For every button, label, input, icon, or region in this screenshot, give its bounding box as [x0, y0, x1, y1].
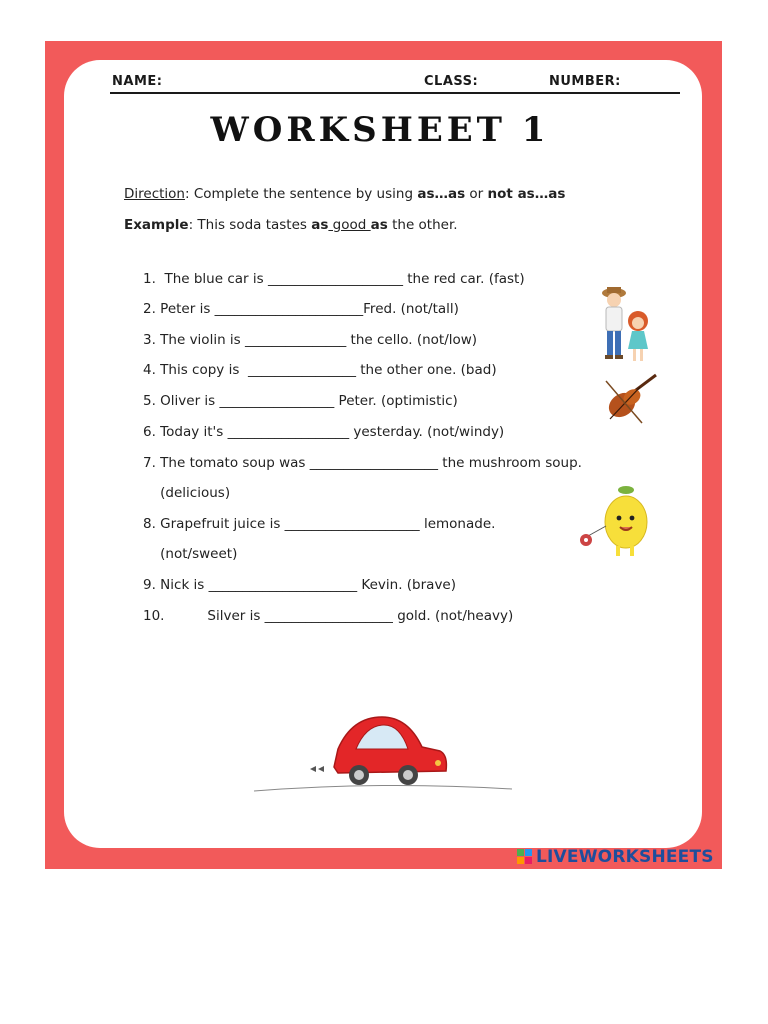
question-5: 5. Oliver is _________________ Peter. (optimistic) — [143, 393, 458, 409]
name-label: NAME: — [112, 74, 163, 89]
question-8: 8. Grapefruit juice is ____________________ lemonade. — [143, 516, 496, 532]
violin-illustration — [602, 373, 658, 425]
lemon-yoyo-illustration — [574, 486, 658, 560]
question-7-hint: (delicious) — [143, 485, 231, 501]
example-as-1: as — [311, 217, 329, 233]
example-line — [124, 217, 458, 233]
example-text-end: the other. — [387, 217, 458, 233]
question-1: 1. The blue car is ____________________ the red car. (fast) — [143, 271, 525, 287]
red-car-illustration — [252, 713, 514, 795]
direction-as: as…as — [417, 186, 466, 202]
direction-label: Direction — [124, 186, 185, 202]
worksheet-title: WORKSHEET 1 — [210, 110, 550, 150]
class-label: CLASS: — [424, 74, 479, 89]
kids-illustration — [596, 285, 658, 369]
question-4: 4. This copy is ________________ the other one. (bad) — [143, 362, 497, 378]
direction-or: or — [465, 186, 488, 202]
question-2: 2. Peter is ______________________Fred. (not/tall) — [143, 301, 459, 317]
liveworksheets-logo — [517, 849, 533, 865]
example-answer: good — [328, 217, 371, 233]
question-10: 10. Silver is ___________________ gold. (not/heavy) — [143, 608, 514, 624]
question-7: 7. The tomato soup was ___________________ the mushroom soup. — [143, 455, 582, 471]
direction-not-as: not as…as — [487, 186, 566, 202]
liveworksheets-text: LIVEWORKSHEETS — [536, 847, 714, 867]
header-rule — [110, 92, 680, 94]
direction-text: : Complete the sentence by using — [185, 186, 418, 202]
direction-line — [124, 186, 565, 202]
question-9: 9. Nick is ______________________ Kevin. (brave) — [143, 577, 457, 593]
example-as-2: as — [370, 217, 388, 233]
liveworksheets-brand — [517, 846, 714, 868]
example-text: : This soda tastes — [188, 217, 312, 233]
question-6: 6. Today it's __________________ yesterday. (not/windy) — [143, 424, 505, 440]
question-3: 3. The violin is _______________ the cello. (not/low) — [143, 332, 478, 348]
example-label: Example — [124, 217, 189, 233]
question-8-hint: (not/sweet) — [143, 546, 238, 562]
number-label: NUMBER: — [549, 74, 621, 89]
